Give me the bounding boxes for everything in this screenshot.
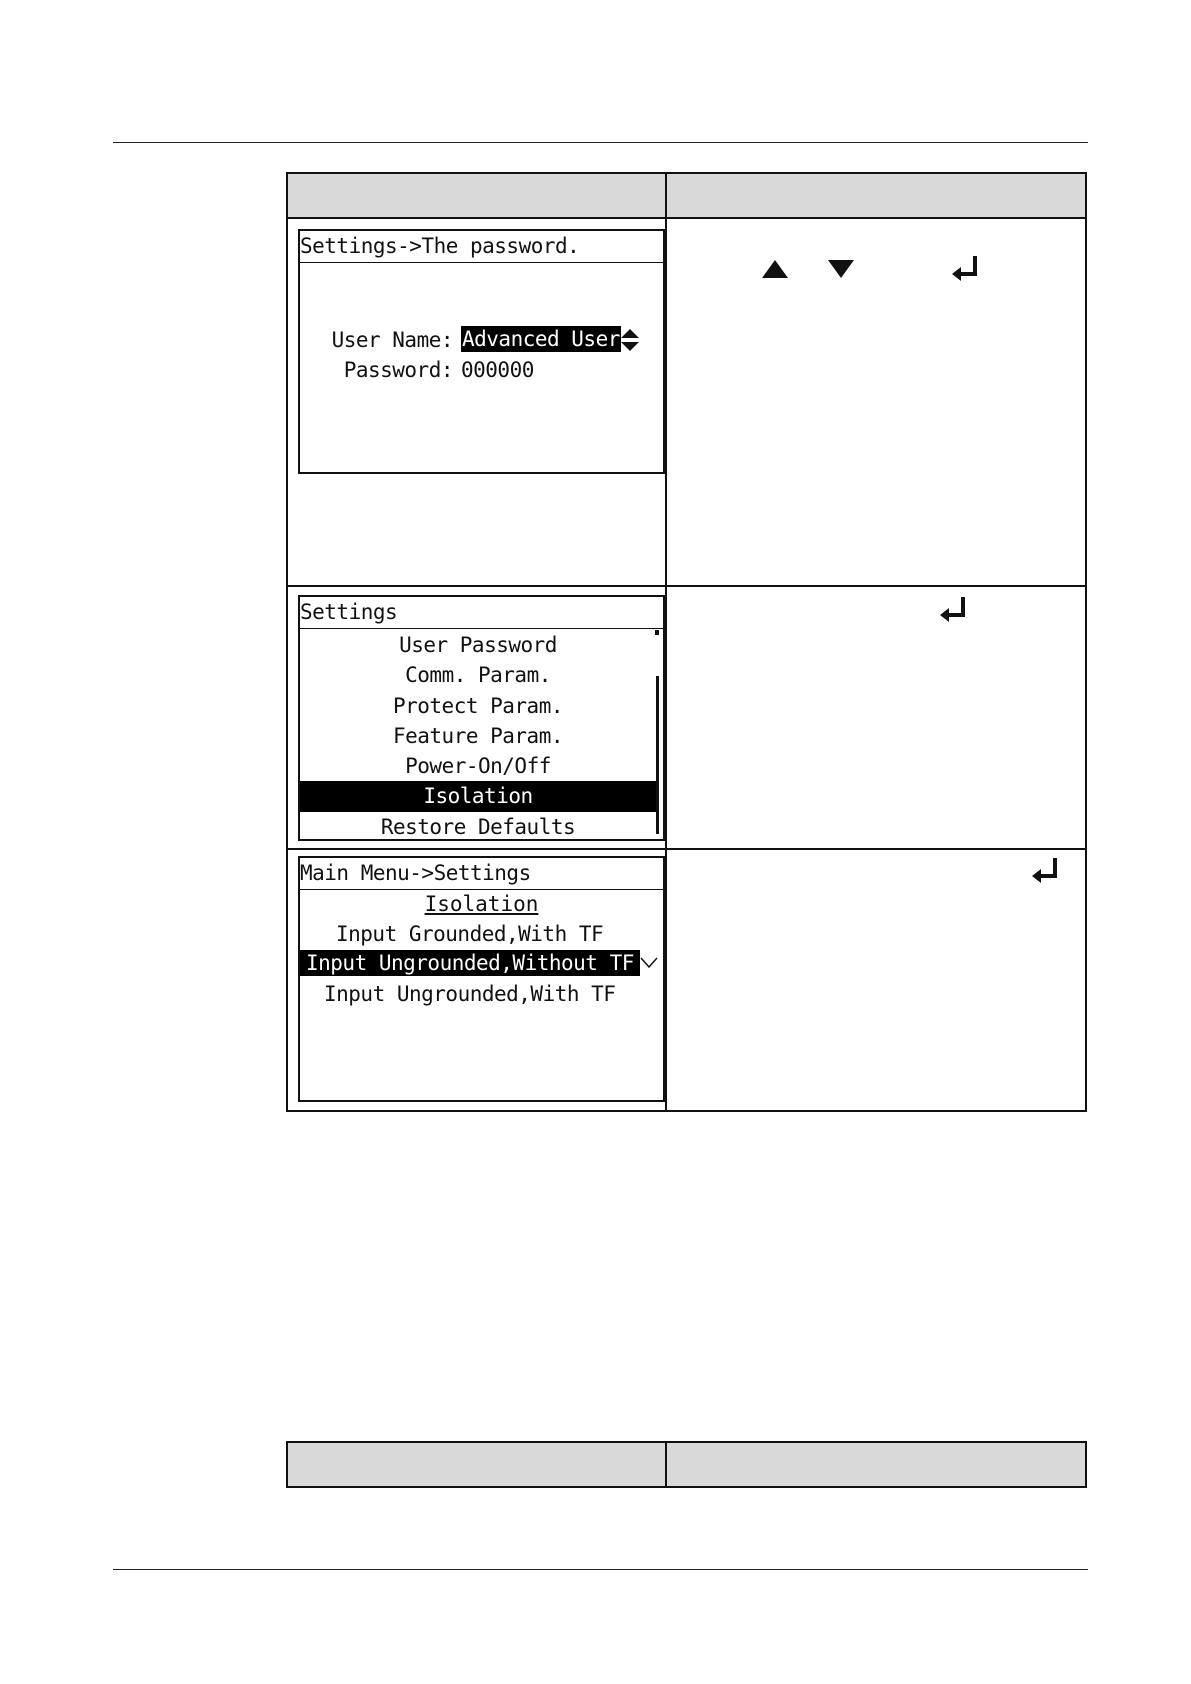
second-table xyxy=(286,1441,1087,1488)
password-value[interactable]: 000000 xyxy=(461,358,534,382)
down-triangle-icon xyxy=(827,259,855,279)
menu-item-protect-param[interactable]: Protect Param. xyxy=(392,693,563,718)
header-rule xyxy=(113,142,1088,143)
title-divider xyxy=(300,628,663,629)
screen-cell xyxy=(287,218,666,586)
table-header-row xyxy=(287,1442,1086,1487)
up-down-arrows-icon xyxy=(620,327,640,353)
screen-cell xyxy=(287,849,666,1111)
option-input-ungrounded-with-tf[interactable]: Input Ungrounded,With TF xyxy=(324,982,616,1006)
screen-title: Settings->The password. xyxy=(300,234,580,258)
menu-item-restore-defaults[interactable]: Restore Defaults xyxy=(380,814,576,839)
settings-menu xyxy=(300,630,656,841)
footer-rule xyxy=(113,1569,1088,1570)
table-row xyxy=(287,849,1086,1111)
isolation-subtitle xyxy=(300,892,663,916)
enter-key-icon xyxy=(951,254,981,282)
table-header-cell xyxy=(287,173,666,218)
instruction-cell xyxy=(666,586,1086,849)
table-row xyxy=(287,586,1086,849)
lcd-isolation-screen xyxy=(298,856,665,1102)
chevron-down-icon xyxy=(639,956,659,970)
table-header-row xyxy=(287,173,1086,218)
user-name-label: User Name: xyxy=(331,328,453,352)
menu-item-feature-param[interactable]: Feature Param. xyxy=(392,723,563,748)
up-triangle-icon xyxy=(761,259,789,279)
password-label: Password: xyxy=(343,358,453,382)
screen-cell xyxy=(287,586,666,849)
scrollbar[interactable] xyxy=(656,676,659,834)
option-input-ungrounded-without-tf[interactable]: Input Ungrounded,Without TF xyxy=(300,950,640,976)
isolation-subtitle-text: Isolation xyxy=(424,892,539,916)
menu-item-power-on-off[interactable]: Power-On/Off xyxy=(405,754,551,779)
title-divider xyxy=(300,889,663,890)
table-header-cell xyxy=(666,173,1086,218)
screen-title: Settings xyxy=(300,600,398,624)
screen-title: Main Menu->Settings xyxy=(300,861,531,885)
menu-item-isolation[interactable]: Isolation xyxy=(300,781,656,811)
procedure-table xyxy=(286,172,1087,1112)
user-name-value[interactable]: Advanced User xyxy=(462,327,620,351)
menu-item-comm-param[interactable]: Comm. Param. xyxy=(405,663,551,688)
title-divider xyxy=(300,262,663,263)
enter-key-icon xyxy=(939,595,969,623)
option-input-grounded-with-tf[interactable]: Input Grounded,With TF xyxy=(336,922,604,946)
menu-item-user-password[interactable]: User Password xyxy=(399,633,557,657)
enter-key-icon xyxy=(1031,856,1061,884)
lcd-password-screen xyxy=(298,229,665,474)
table-header-cell xyxy=(287,1442,666,1487)
table-header-cell xyxy=(666,1442,1086,1487)
instruction-cell xyxy=(666,849,1086,1111)
table-row xyxy=(287,218,1086,586)
lcd-settings-menu xyxy=(298,595,665,841)
instruction-cell xyxy=(666,218,1086,586)
